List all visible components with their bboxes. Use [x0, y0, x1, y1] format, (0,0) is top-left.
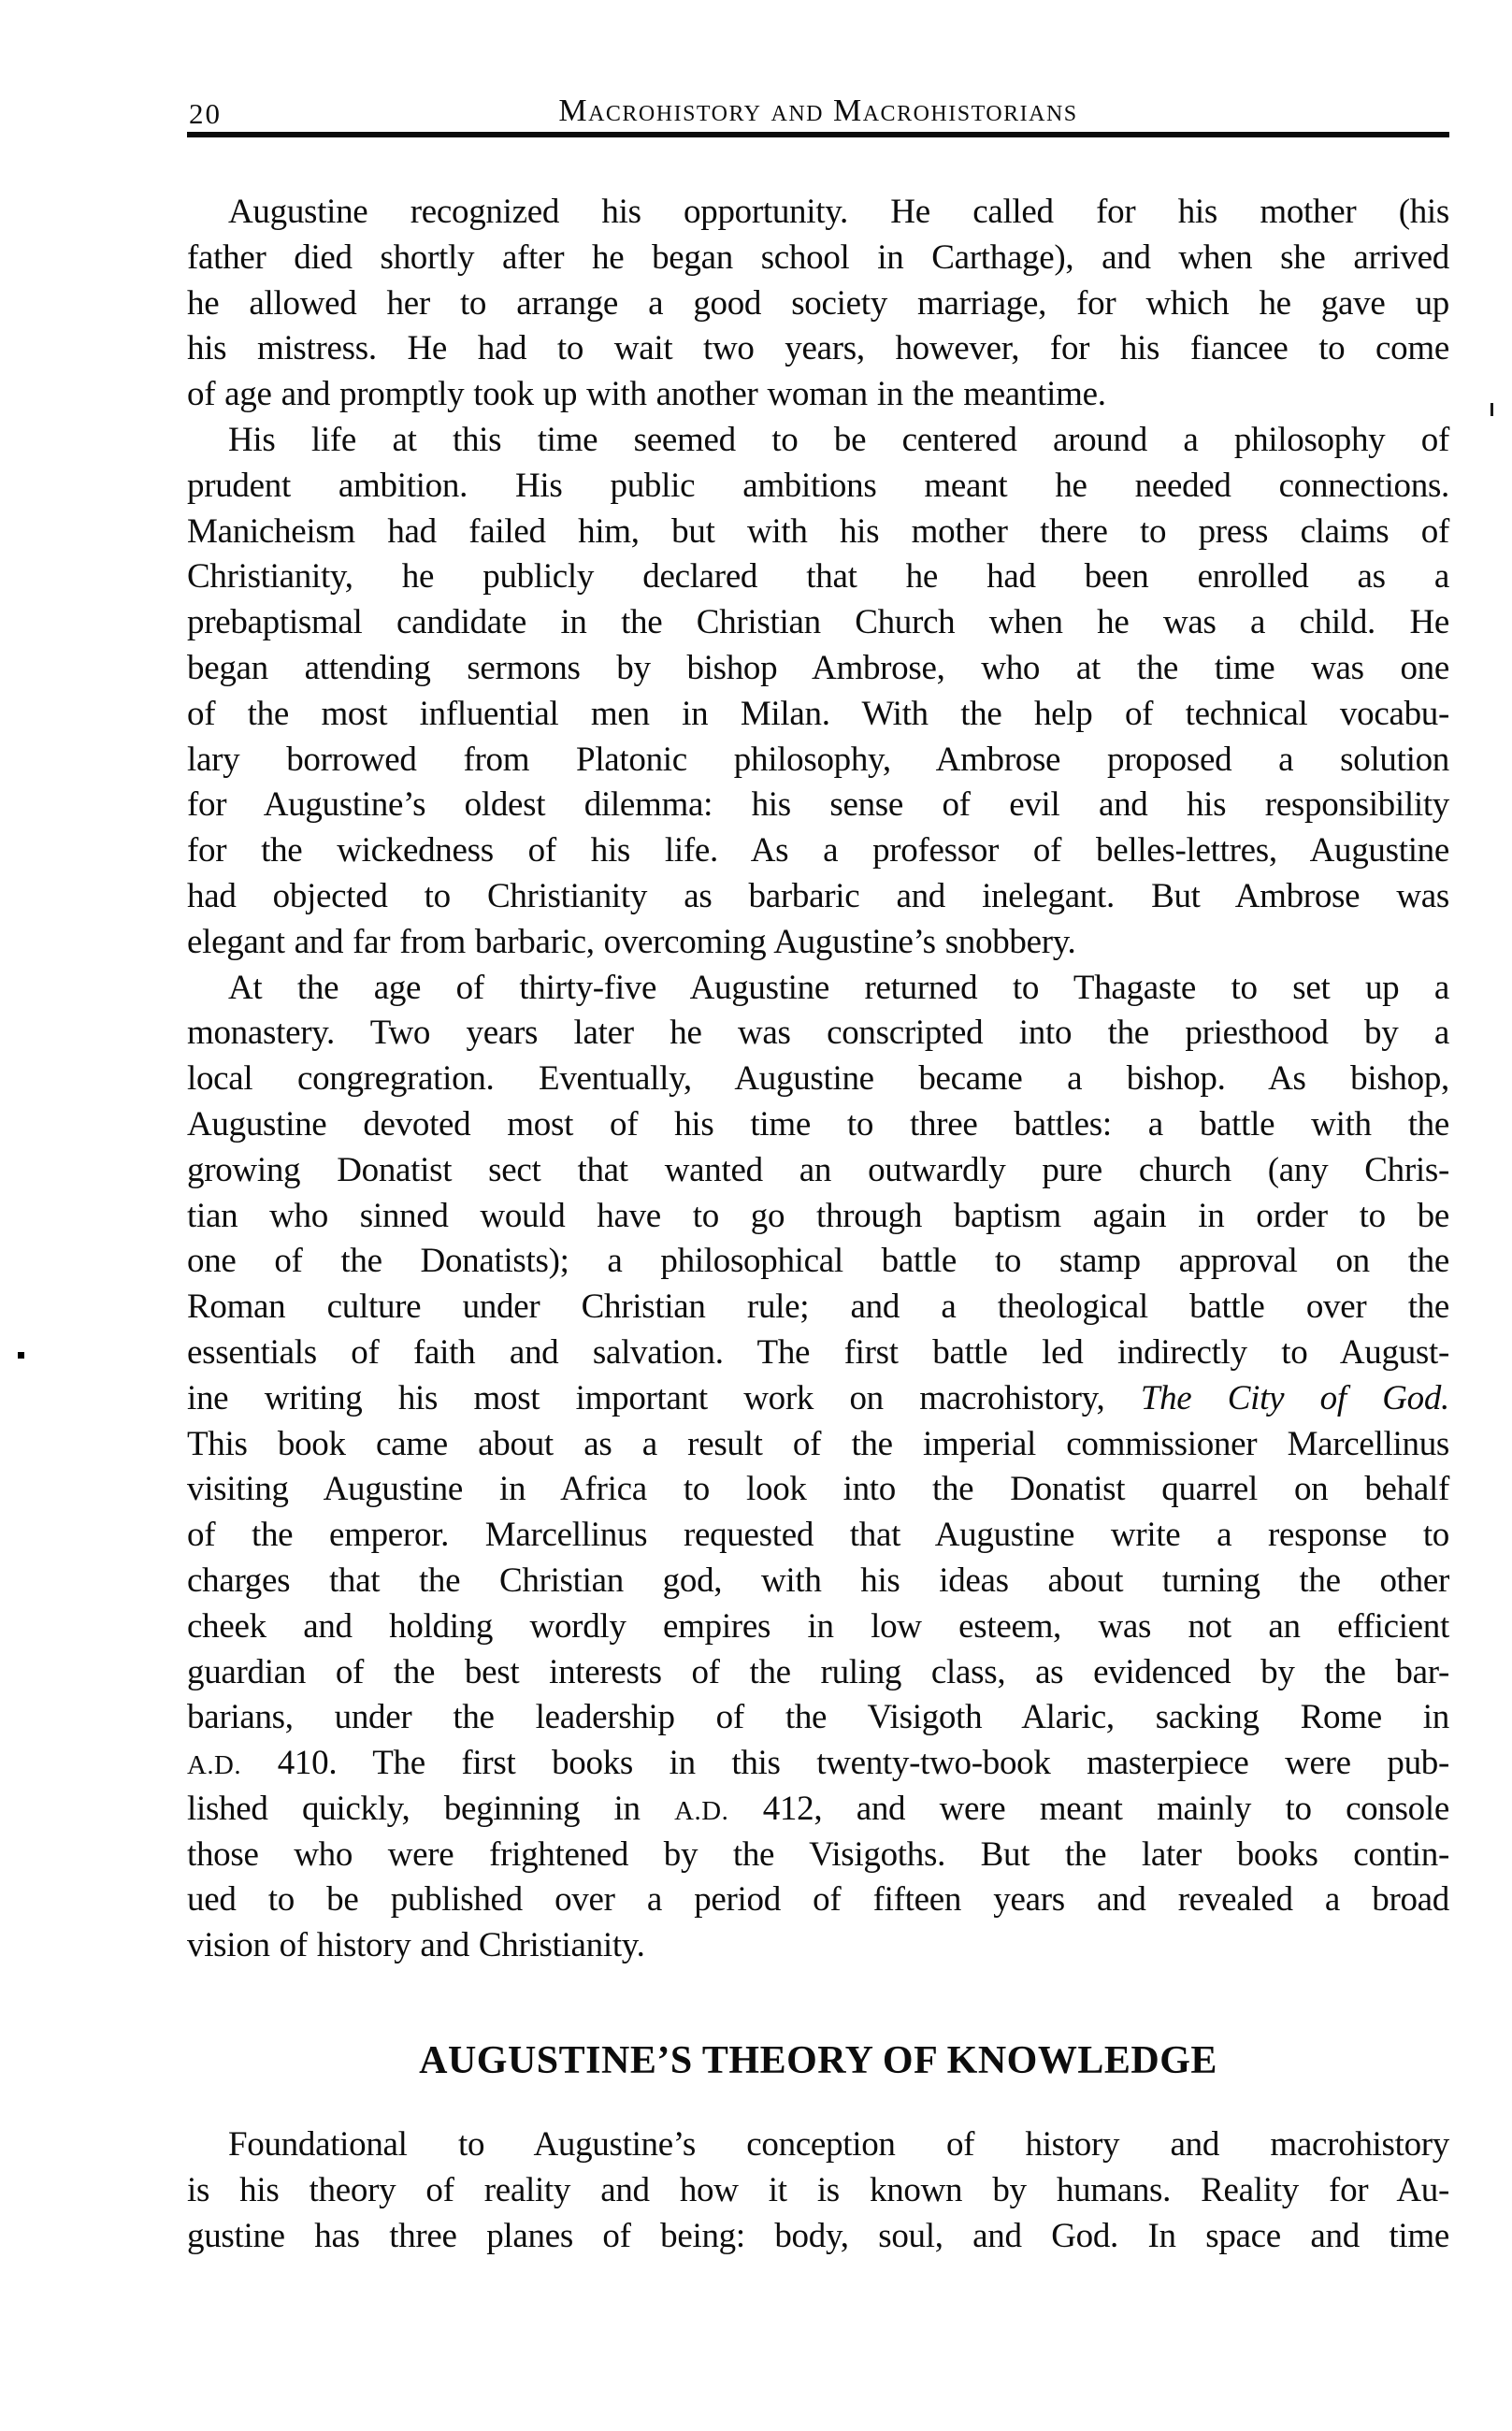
- text-line: [187, 236, 1449, 281]
- text-line: [187, 1741, 1449, 1787]
- text-segment: Christianity, he publicly declared that he had been enrolled as a: [187, 557, 1449, 597]
- text-line: [187, 1833, 1449, 1878]
- text-segment: growing Donatist sect that wanted an outwardly pure church (any Chris-: [187, 1150, 1449, 1189]
- text-segment: prudent ambition. His public ambitions meant he needed connections.: [187, 466, 1449, 505]
- running-head-title: Macrohistory and Macrohistorians: [558, 94, 1078, 128]
- text-line: [187, 1604, 1449, 1650]
- text-line: [187, 190, 1449, 236]
- text-segment: His life at this time seemed to be centered around a philosophy of: [228, 420, 1449, 459]
- paragraph: [187, 966, 1449, 1970]
- text-segment: ued to be published over a period of fifteen years and revealed a broad: [187, 1880, 1449, 1920]
- text-segment: 410. The first books in this twenty-two-book masterpiece were pub-: [241, 1744, 1449, 1783]
- text-segment: essentials of faith and salvation. The first battle led indirectly to August-: [187, 1332, 1449, 1372]
- text-segment: Manicheism had failed him, but with his mother there to press claims of: [187, 511, 1449, 551]
- text-segment: is his theory of reality and how it is known by humans. Reality for Au-: [187, 2170, 1449, 2209]
- text-segment: elegant and far from barbaric, overcoming Augustine’s snobbery.: [187, 922, 1076, 961]
- text-line: [187, 1331, 1449, 1376]
- text-line: [187, 1467, 1449, 1513]
- text-line: [187, 828, 1449, 874]
- text-segment: of the most influential men in Milan. With the help of technical vocabu-: [187, 694, 1449, 733]
- section-heading: AUGUSTINE’S THEORY OF KNOWLEDGE: [419, 2039, 1217, 2082]
- text-segment: father died shortly after he began school in Carthage), and when she arrived: [187, 237, 1449, 277]
- text-segment: gustine has three planes of being: body, soul, and God. In space and time: [187, 2216, 1449, 2255]
- text-segment: of the emperor. Marcellinus requested that Augustine write a response to: [187, 1516, 1449, 1555]
- text-segment: began attending sermons by bishop Ambrose, who at the time was one: [187, 648, 1449, 687]
- text-line: [187, 372, 1449, 418]
- text-segment: vision of history and Christianity.: [187, 1926, 645, 1965]
- text-line: [187, 920, 1449, 966]
- text-segment: one of the Donatists); a philosophical battle to stamp approval on the: [187, 1242, 1449, 1281]
- text-line: [187, 326, 1449, 372]
- text-line: [187, 554, 1449, 600]
- text-segment: cheek and holding wordly empires in low esteem, was not an efficient: [187, 1606, 1449, 1646]
- text-line: [187, 1376, 1449, 1422]
- text-segment: local congregration. Eventually, Augustine became a bishop. As bishop,: [187, 1059, 1449, 1099]
- text-segment: those who were frightened by the Visigoths. But the later books contin-: [187, 1834, 1449, 1874]
- text-line: [187, 2168, 1449, 2214]
- body-text-upper: [187, 190, 1449, 1969]
- text-line: [187, 966, 1449, 1012]
- text-line: [187, 783, 1449, 828]
- text-segment: ine writing his most important work on macrohistory,: [187, 1378, 1141, 1417]
- paragraph: [187, 418, 1449, 966]
- text-segment: 412, and were meant mainly to console: [728, 1789, 1449, 1828]
- text-segment-smallcaps: A.D.: [674, 1795, 729, 1826]
- text-line: [187, 646, 1449, 692]
- text-line: [187, 1650, 1449, 1696]
- text-segment: he allowed her to arrange a good society marriage, for which he gave up: [187, 283, 1449, 323]
- text-segment: lished quickly, beginning in: [187, 1789, 675, 1828]
- text-line: [187, 738, 1449, 784]
- scan-artifact-dot: [18, 1352, 24, 1359]
- text-segment: Foundational to Augustine’s conception of history and macrohistory: [228, 2125, 1449, 2164]
- text-line: [187, 418, 1449, 464]
- text-line: [187, 600, 1449, 646]
- paragraph: [187, 2122, 1449, 2259]
- body-text-lower: [187, 2122, 1449, 2259]
- text-line: [187, 510, 1449, 555]
- text-segment: At the age of thirty-five Augustine returned to Thagaste to set up a: [228, 968, 1449, 1007]
- text-segment: barians, under the leadership of the Visigoth Alaric, sacking Rome in: [187, 1698, 1449, 1737]
- text-line: [187, 1923, 1449, 1969]
- text-line: [187, 1239, 1449, 1285]
- text-line: [187, 1877, 1449, 1923]
- text-segment: for the wickedness of his life. As a professor of belles-lettres, Augustine: [187, 831, 1449, 870]
- text-segment: had objected to Christianity as barbaric and inelegant. But Ambrose was: [187, 876, 1449, 915]
- running-header: [187, 94, 1449, 133]
- text-line: [187, 1011, 1449, 1057]
- text-line: [187, 464, 1449, 510]
- page-number: 20: [189, 97, 222, 130]
- text-segment-italic: The City of God.: [1140, 1378, 1449, 1417]
- text-segment: charges that the Christian god, with his ideas about turning the other: [187, 1561, 1449, 1600]
- text-line: [187, 874, 1449, 920]
- scan-artifact-tick: [1490, 403, 1493, 416]
- text-line: [187, 1194, 1449, 1240]
- text-segment: tian who sinned would have to go through baptism again in order to be: [187, 1196, 1449, 1235]
- text-segment: Augustine devoted most of his time to three battles: a battle with the: [187, 1104, 1449, 1144]
- text-segment-smallcaps: A.D.: [187, 1750, 242, 1781]
- text-line: [187, 1148, 1449, 1194]
- text-line: [187, 692, 1449, 738]
- text-segment: visiting Augustine in Africa to look into the Donatist quarrel on behalf: [187, 1470, 1449, 1509]
- text-line: [187, 1422, 1449, 1468]
- text-line: [187, 1102, 1449, 1148]
- text-segment: This book came about as a result of the imperial commissioner Marcellinus: [187, 1424, 1449, 1463]
- text-segment: prebaptismal candidate in the Christian Church when he was a child. He: [187, 603, 1449, 642]
- text-line: [187, 1787, 1449, 1833]
- text-line: [187, 1285, 1449, 1331]
- header-rule: [187, 132, 1449, 137]
- text-line: [187, 1513, 1449, 1559]
- text-line: [187, 1559, 1449, 1604]
- text-line: [187, 2122, 1449, 2168]
- paragraph: [187, 190, 1449, 418]
- text-segment: of age and promptly took up with another woman in the meantime.: [187, 375, 1106, 414]
- text-line: [187, 1057, 1449, 1102]
- text-line: [187, 281, 1449, 327]
- text-segment: Roman culture under Christian rule; and a theological battle over the: [187, 1287, 1449, 1327]
- text-segment: guardian of the best interests of the ruling class, as evidenced by the bar-: [187, 1652, 1449, 1691]
- text-segment: for Augustine’s oldest dilemma: his sense of evil and his responsibility: [187, 785, 1449, 825]
- text-line: [187, 2214, 1449, 2260]
- text-segment: monastery. Two years later he was conscripted into the priesthood by a: [187, 1014, 1449, 1053]
- text-line: [187, 1695, 1449, 1741]
- text-segment: lary borrowed from Platonic philosophy, Ambrose proposed a solution: [187, 740, 1449, 779]
- text-segment: Augustine recognized his opportunity. He called for his mother (his: [228, 193, 1449, 231]
- text-segment: his mistress. He had to wait two years, however, for his fiancee to come: [187, 329, 1449, 368]
